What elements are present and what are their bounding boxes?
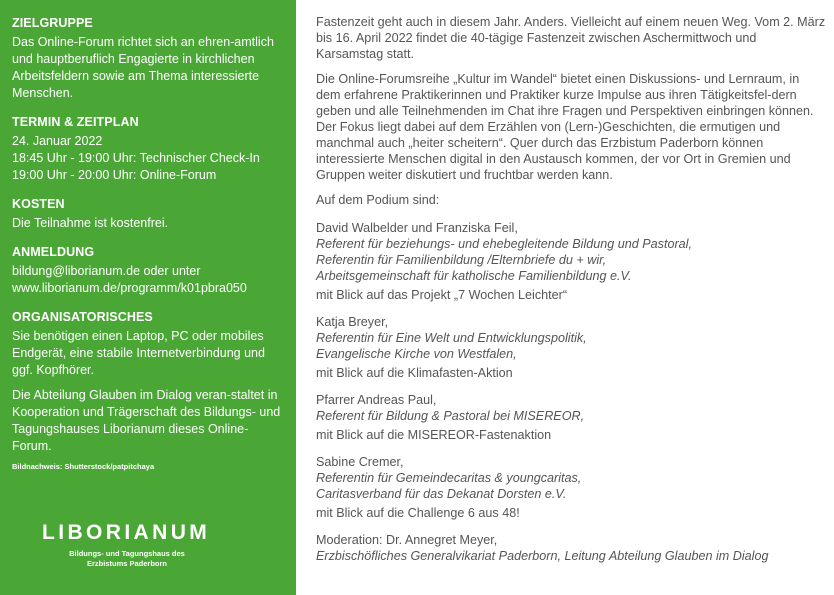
termin-forum: 19:00 Uhr - 20:00 Uhr: Online-Forum <box>12 168 217 182</box>
intro-paragraph-2: Die Online-Forumsreihe „Kultur im Wandel“ bietet einen Diskussions- und Lernraum, in dem erfahrene Praktikerinnen und Praktiker kurze Impulse aus ihren Tätigkeitsfel-dern geben und alle Teilnehmenden im Chat ihre Fragen und Perspektiven einbringen können. Der Fokus liegt dabei auf dem Erzählen von (Lern-)Geschichten, die ermutigen und manchmal auch „heiter scheitern“. Quer durch das Erzbistum Paderborn können interessierte Menschen digital in den Austausch kommen, der vor Ort in Gremien und Gruppen weiter diskutiert und fruchtbar werden kann. <box>316 72 814 182</box>
anmeldung-email[interactable]: bildung@liborianum.de oder unter <box>12 264 201 278</box>
speaker-name: Katja Breyer, <box>316 315 389 329</box>
logo-wordmark: LIBORIANUM <box>42 521 211 544</box>
section-zielgruppe <box>12 15 286 102</box>
termin-heading: TERMIN & ZEITPLAN <box>12 115 139 129</box>
organisatorisches-text-2: Die Abteilung Glauben im Dialog veran-staltet in Kooperation und Trägerschaft des Bildungs- und Tagungshauses Liborianum dieses Online-Forum. <box>12 388 281 453</box>
speaker-role: Referentin für Familienbildung /Elternbriefe du + wir, <box>316 253 607 267</box>
termin-date: 24. Januar 2022 <box>12 134 103 148</box>
podium-heading: Auf dem Podium sind: <box>316 193 440 207</box>
speaker-4 <box>316 454 826 521</box>
zielgruppe-heading: ZIELGRUPPE <box>12 16 93 30</box>
speaker-1 <box>316 220 826 303</box>
speaker-role: Referentin für Gemeindecaritas & youngcaritas, <box>316 471 582 485</box>
moderation <box>316 532 826 564</box>
speaker-focus: mit Blick auf die Challenge 6 aus 48! <box>316 506 520 520</box>
speaker-3 <box>316 392 826 443</box>
anmeldung-heading: ANMELDUNG <box>12 245 95 259</box>
speaker-focus: mit Blick auf das Projekt „7 Wochen Leichter“ <box>316 288 568 302</box>
speaker-focus: mit Blick auf die MISEREOR-Fastenaktion <box>316 428 552 442</box>
kosten-text: Die Teilnahme ist kostenfrei. <box>12 216 169 230</box>
anmeldung-url[interactable]: www.liborianum.de/programm/k01pbra050 <box>12 281 247 295</box>
speaker-name: Pfarrer Andreas Paul, <box>316 393 437 407</box>
section-anmeldung <box>12 244 286 297</box>
section-organisatorisches <box>12 309 286 472</box>
section-kosten <box>12 196 286 232</box>
section-termin <box>12 114 286 184</box>
info-sidebar <box>0 0 296 595</box>
speaker-role: Referent für Bildung & Pastoral bei MISEREOR, <box>316 409 585 423</box>
organisatorisches-heading: ORGANISATORISCHES <box>12 310 153 324</box>
speaker-role: Referent für beziehungs- und ehebegleitende Bildung und Pastoral, <box>316 237 692 251</box>
speaker-role: Evangelische Kirche von Westfalen, <box>316 347 517 361</box>
intro-paragraph-1: Fastenzeit geht auch in diesem Jahr. Anders. Vielleicht auf einem neuen Weg. Vom 2. März bis 16. April 2022 findet die 40-tägige Fastenzeit zwischen Aschermittwoch und Karsamstag statt. <box>316 15 826 61</box>
speaker-role: Arbeitsgemeinschaft für katholische Familienbildung e.V. <box>316 269 632 283</box>
speaker-name: Sabine Cremer, <box>316 455 404 469</box>
moderator-name: Moderation: Dr. Annegret Meyer, <box>316 533 498 547</box>
moderator-role: Erzbischöfliches Generalvikariat Paderborn, Leitung Abteilung Glauben im Dialog <box>316 549 769 563</box>
speaker-focus: mit Blick auf die Klimafasten-Aktion <box>316 366 513 380</box>
speaker-role: Referentin für Eine Welt und Entwicklungspolitik, <box>316 331 587 345</box>
speaker-2 <box>316 314 826 381</box>
logo-subtitle-2: Erzbistums Paderborn <box>86 559 168 568</box>
termin-checkin: 18:45 Uhr - 19:00 Uhr: Technischer Check-In <box>12 151 260 165</box>
speaker-role: Caritasverband für das Dekanat Dorsten e.V. <box>316 487 567 501</box>
liborianum-logo <box>42 521 212 569</box>
speaker-name: David Walbelder und Franziska Feil, <box>316 221 518 235</box>
logo-subtitle-1: Bildungs- und Tagungshaus des <box>69 549 185 558</box>
main-content <box>316 14 826 575</box>
kosten-heading: KOSTEN <box>12 197 65 211</box>
organisatorisches-text-1: Sie benötigen einen Laptop, PC oder mobiles Endgerät, eine stabile Internetverbindung und ggf. Kopfhörer. <box>12 329 265 377</box>
zielgruppe-text: Das Online-Forum richtet sich an ehren-amtlich und hauptberuflich Engagierte in kirchlichen Arbeitsfeldern sowie am Thema interessierte Menschen. <box>12 35 274 100</box>
image-credit: Bildnachweis: Shutterstock/patpitchaya <box>12 462 155 471</box>
